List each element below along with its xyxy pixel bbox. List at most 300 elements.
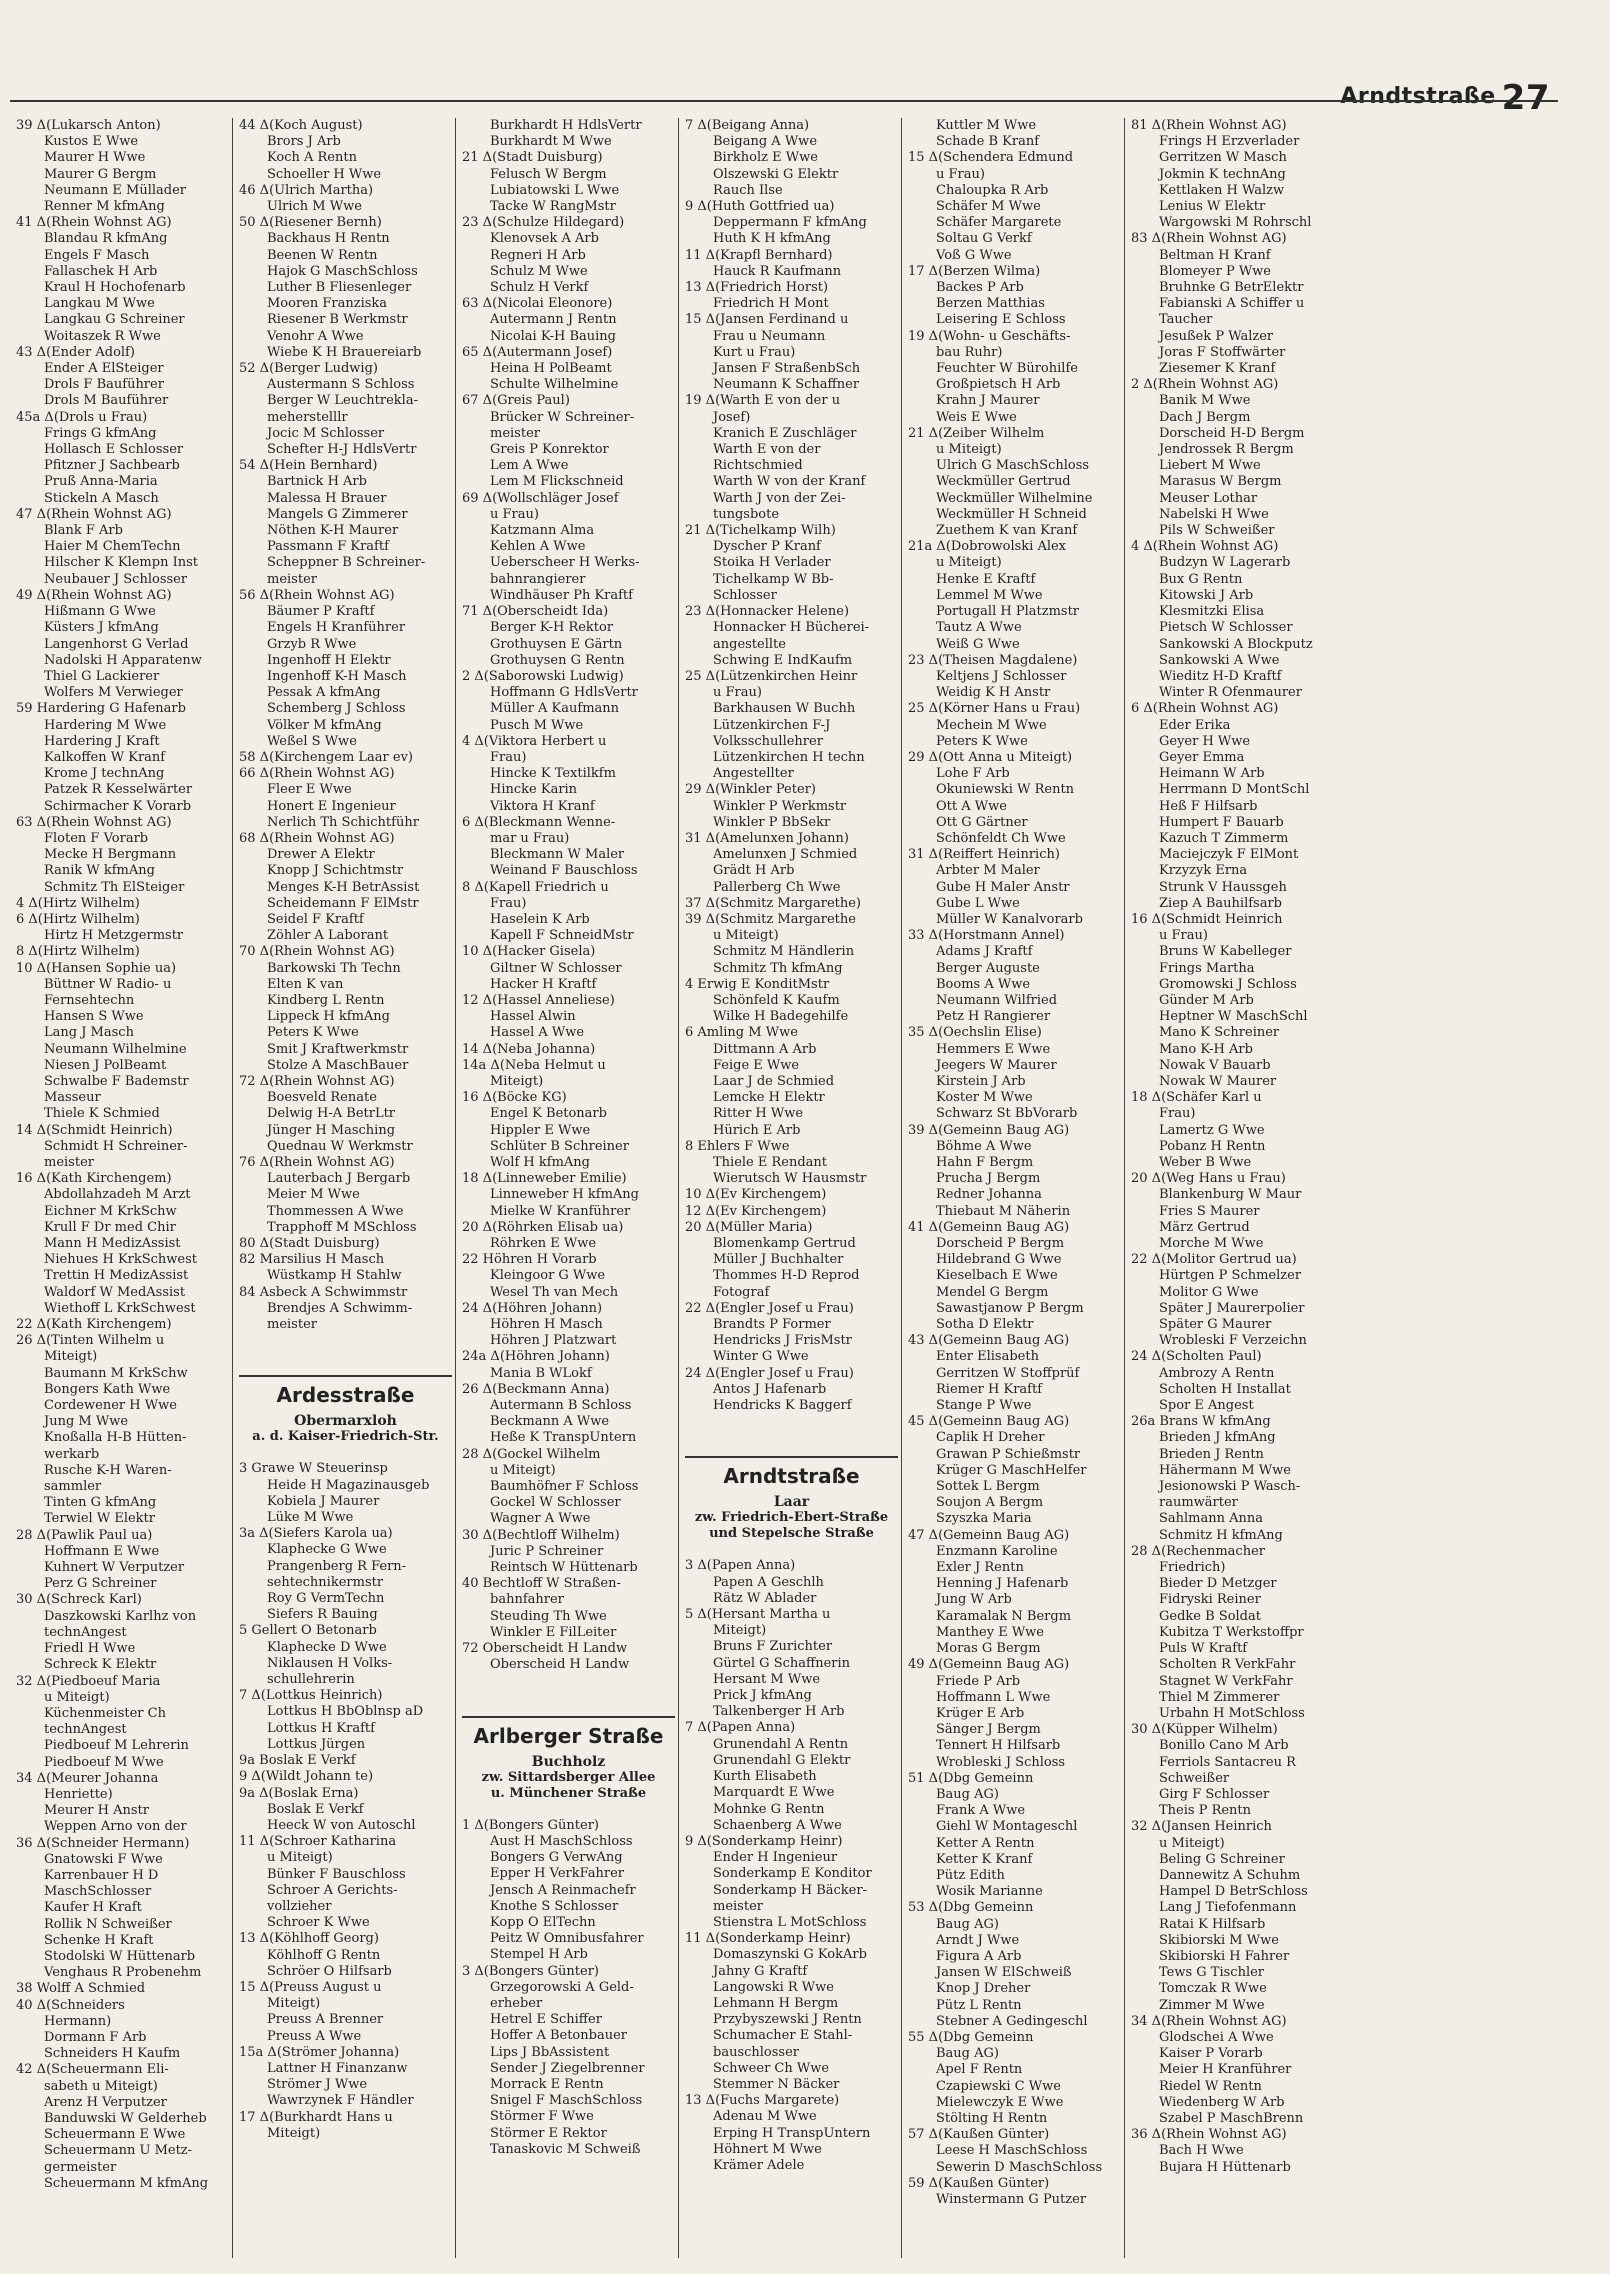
directory-entry: Sewerin D MaschSchloss [936, 2159, 1103, 2175]
directory-entry: Krzyzyk Erna [1159, 863, 1248, 879]
directory-entry: Tinten G kfmAng [44, 1495, 157, 1511]
directory-entry: Thiele K Schmied [44, 1106, 160, 1122]
directory-entry: Schönfeld K Kaufm [713, 992, 840, 1008]
directory-entry: Schroer A Gerichts- [267, 1882, 398, 1898]
directory-entry: Wesel Th van Mech [490, 1284, 619, 1300]
directory-entry: u Frau) [490, 506, 539, 522]
street-heading [239, 1375, 452, 1455]
directory-entry: Grunendahl G Elektr [713, 1752, 851, 1768]
directory-entry: Lauterbach J Bergarb [267, 1171, 411, 1187]
directory-entry: Warth J von der Zei- [713, 490, 846, 506]
directory-entry: Miteigt) [44, 1349, 98, 1365]
directory-entry: Scheppner B Schreiner- [267, 555, 426, 571]
directory-entry: Giltner W Schlosser [490, 960, 622, 976]
directory-entry: Pütz Edith [936, 1867, 1005, 1883]
directory-entry: Apel F Rentn [936, 2062, 1023, 2078]
directory-entry: Schroer K Wwe [267, 1915, 370, 1931]
directory-entry: Weckmüller Gertrud [936, 474, 1071, 490]
running-head-street: Arndtstraße [1340, 84, 1496, 109]
directory-entry: Hassel A Wwe [490, 1025, 585, 1041]
directory-entry: Baug AG) [936, 1786, 999, 1802]
directory-entry: Später J Maurerpolier [1159, 1300, 1305, 1316]
directory-entry: Theis P Rentn [1159, 1803, 1252, 1819]
directory-entry: 9 Δ(Sonderkamp Heinr) [685, 1833, 843, 1849]
directory-entry: 83 Δ(Rhein Wohnst AG) [1131, 231, 1287, 247]
directory-entry: 29 Δ(Ott Anna u Miteigt) [908, 749, 1073, 765]
directory-entry: Henke E Kraftf [936, 571, 1036, 587]
header-rule [10, 100, 1558, 102]
directory-entry [462, 1674, 675, 1690]
directory-entry: Gube L Wwe [936, 895, 1020, 911]
directory-entry: 50 Δ(Riesener Bernh) [239, 215, 382, 231]
directory-entry: Kraul H Hochofenarb [44, 280, 186, 296]
directory-entry: Katzmann Alma [490, 523, 595, 539]
directory-entry: Neumann Wilhelmine [44, 1041, 187, 1057]
directory-entry: Passmann F Kraftf [267, 539, 389, 555]
directory-entry: Bleckmann W Maler [490, 847, 625, 863]
directory-entry: 5 Δ(Hersant Martha u [685, 1607, 831, 1623]
directory-entry: Leisering E Schloss [936, 312, 1066, 328]
directory-entry: Huth K H kfmAng [713, 231, 831, 247]
directory-entry: Gnatowski F Wwe [44, 1851, 163, 1867]
directory-entry: Scholten H Installat [1159, 1381, 1291, 1397]
directory-entry [685, 1414, 898, 1430]
directory-entry: Stemmer N Bäcker [713, 2076, 840, 2092]
directory-entry: Klenovsek A Arb [490, 231, 599, 247]
directory-entry: Sänger J Bergm [936, 1722, 1041, 1738]
directory-entry: Lang J Masch [44, 1025, 134, 1041]
directory-entry: Hähermann M Wwe [1159, 1462, 1291, 1478]
directory-entry: 47 Δ(Gemeinn Baug AG) [908, 1527, 1070, 1543]
directory-entry: 11 Δ(Sonderkamp Heinr) [685, 1931, 851, 1947]
directory-entry: 4 Erwig E KonditMstr [685, 976, 830, 992]
directory-entry: Giehl W Montageschl [936, 1819, 1078, 1835]
directory-entry: raumwärter [1159, 1495, 1238, 1511]
directory-entry: Grädt H Arb [713, 863, 795, 879]
directory-entry: Venghaus R Probenehm [44, 1965, 202, 1981]
directory-entry: Miteigt) [267, 1996, 321, 2012]
directory-entry: Lüke M Wwe [267, 1510, 354, 1526]
directory-entry: Patzek R Kesselwärter [44, 782, 193, 798]
directory-entry: Friedrich) [1159, 1560, 1226, 1576]
directory-entry: Kopp O ElTechn [490, 1914, 596, 1930]
directory-entry: Kehlen A Wwe [490, 539, 586, 555]
directory-entry: Przybyszewski J Rentn [713, 2012, 862, 2028]
directory-entry: 71 Δ(Oberscheidt Ida) [462, 604, 609, 620]
directory-entry: Booms A Wwe [936, 976, 1031, 992]
directory-entry: Heina H PolBeamt [490, 361, 612, 377]
directory-entry: Szabel P MaschBrenn [1159, 2110, 1304, 2126]
directory-entry: Snigel F MaschSchloss [490, 2093, 643, 2109]
directory-entry: Kapell F SchneidMstr [490, 928, 634, 944]
directory-entry: Lottkus Jürgen [267, 1736, 366, 1752]
directory-entry: Brors J Arb [267, 134, 341, 150]
directory-entry: Morrack E Rentn [490, 2076, 604, 2092]
directory-entry: Tomczak R Wwe [1159, 1981, 1267, 1997]
directory-entry: Mecke H Bergmann [44, 847, 177, 863]
directory-column-2 [233, 118, 456, 2258]
directory-entry: 34 Δ(Meurer Johanna [16, 1770, 159, 1786]
directory-entry: Lamertz G Wwe [1159, 1122, 1265, 1138]
directory-entry: Budzyn W Lagerarb [1159, 555, 1291, 571]
directory-entry: Schenke H Kraft [44, 1932, 154, 1948]
directory-entry: Molitor G Wwe [1159, 1284, 1259, 1300]
directory-entry: März Gertrud [1159, 1219, 1250, 1235]
directory-entry: 14 Δ(Neba Johanna) [462, 1041, 596, 1057]
street-name: Arlberger Straße [462, 1716, 675, 1748]
directory-entry: Adenau M Wwe [713, 2109, 817, 2125]
directory-entry: Gube H Maler Anstr [936, 879, 1070, 895]
directory-entry: Adams J Kraftf [936, 944, 1033, 960]
directory-entry: 21 Δ(Zeiber Wilhelm [908, 425, 1045, 441]
directory-entry: Müller W Kanalvorarb [936, 911, 1083, 927]
directory-entry: Lattner H Finanzanw [267, 2060, 408, 2076]
directory-entry: Stoika H Verlader [713, 555, 831, 571]
directory-entry: Lippeck H kfmAng [267, 1009, 390, 1025]
directory-entry: 13 Δ(Köhlhoff Georg) [239, 1931, 379, 1947]
directory-entry: Müller A Kaufmann [490, 701, 620, 717]
directory-entry: Menges K-H BetrAssist [267, 879, 420, 895]
directory-entry: Winter G Wwe [713, 1349, 809, 1365]
directory-entry: Richtschmied [713, 458, 803, 474]
directory-entry: Stickeln A Masch [44, 490, 159, 506]
directory-entry: 15 Δ(Preuss August u [239, 1979, 382, 1995]
directory-entry: Barkowski Th Techn [267, 960, 401, 976]
street-heading [462, 1716, 675, 1812]
directory-entry: Beckmann A Wwe [490, 1414, 610, 1430]
street-range: und Stepelsche Straße [709, 1526, 874, 1542]
directory-entry: Hansen S Wwe [44, 1009, 144, 1025]
directory-entry: Preuss A Wwe [267, 2028, 362, 2044]
directory-entry: Ueberscheer H Werks- [490, 555, 640, 571]
directory-entry: Greis P Konrektor [490, 442, 609, 458]
directory-entry: Karrenbauer H D [44, 1867, 159, 1883]
directory-entry: Ulrich G MaschSchloss [936, 458, 1090, 474]
directory-entry: Miteigt) [713, 1623, 767, 1639]
directory-entry: 10 Δ(Hacker Gisela) [462, 944, 596, 960]
directory-entry: Bonillo Cano M Arb [1159, 1738, 1289, 1754]
directory-entry: sabeth u Miteigt) [44, 2078, 158, 2094]
directory-entry: Schmitz H kfmAng [1159, 1527, 1283, 1543]
directory-entry: 40 Bechtloff W Straßen- [462, 1576, 621, 1592]
directory-entry: Terwiel W Elektr [44, 1511, 155, 1527]
directory-entry: Autermann B Schloss [490, 1398, 632, 1414]
directory-entry: Nowak V Bauarb [1159, 1057, 1271, 1073]
directory-entry: Riemer H Kraftf [936, 1381, 1042, 1397]
directory-entry: Pietsch W Schlosser [1159, 620, 1293, 636]
directory-entry: Berzen Matthias [936, 296, 1045, 312]
directory-entry: Büttner W Radio- u [44, 976, 172, 992]
directory-entry: Trapphoff M MSchloss [267, 1219, 417, 1235]
directory-entry: Geyer Emma [1159, 749, 1245, 765]
directory-entry: Piedboeuf M Lehrerin [44, 1738, 189, 1754]
directory-entry: 40 Δ(Schneiders [16, 1997, 125, 2013]
directory-entry: Soltau G Verkf [936, 231, 1032, 247]
directory-entry: 7 Δ(Beigang Anna) [685, 118, 810, 133]
directory-entry: 32 Δ(Jansen Heinrich [1131, 1819, 1272, 1835]
directory-entry: Stagnet W VerkFahr [1159, 1673, 1293, 1689]
directory-entry: Sawastjanow P Bergm [936, 1300, 1084, 1316]
directory-entry: Enter Elisabeth [936, 1349, 1039, 1365]
directory-entry: Arenz H Verputzer [44, 2094, 167, 2110]
directory-entry: Backhaus H Rentn [267, 231, 390, 247]
directory-entry: Langenhorst G Verlad [44, 636, 189, 652]
directory-entry: Mania B WLokf [490, 1365, 592, 1381]
directory-entry: Hincke K Textilkfm [490, 766, 616, 782]
directory-entry: Nabelski H Wwe [1159, 506, 1269, 522]
directory-entry: Windhäuser Ph Kraftf [490, 587, 633, 603]
directory-entry: Scheidemann F ElMstr [267, 895, 419, 911]
directory-entry: 67 Δ(Greis Paul) [462, 393, 570, 409]
directory-entry: Blank F Arb [44, 523, 123, 539]
directory-entry: Rusche K-H Waren- [44, 1462, 172, 1478]
directory-entry: Weinand F Bauschloss [490, 863, 638, 879]
directory-entry: Enzmann Karoline [936, 1543, 1058, 1559]
directory-entry: Mooren Franziska [267, 296, 388, 312]
directory-entry: Fernsehtechn [44, 992, 135, 1008]
page-number: 27 [1501, 78, 1550, 118]
directory-entry: 45 Δ(Gemeinn Baug AG) [908, 1414, 1070, 1430]
directory-entry: 26 Δ(Beckmann Anna) [462, 1381, 610, 1397]
directory-entry: Hahn F Bergm [936, 1155, 1034, 1170]
directory-entry: Tautz A Wwe [936, 620, 1022, 636]
directory-entry: Herrmann D MontSchl [1159, 782, 1310, 798]
directory-entry: Großpietsch H Arb [936, 377, 1061, 393]
street-range: zw. Friedrich-Ebert-Straße [694, 1510, 889, 1526]
directory-entry: Gromowski J Schloss [1159, 976, 1297, 992]
directory-entry: Frank A Wwe [936, 1803, 1026, 1819]
directory-entry: Müller J Buchhalter [713, 1252, 844, 1268]
directory-entry: mar u Frau) [490, 830, 570, 846]
directory-entry: Maurer H Wwe [44, 150, 146, 166]
directory-entry: 3 Δ(Bongers Günter) [462, 1963, 599, 1979]
directory-entry: Bünker F Bauschloss [267, 1866, 406, 1882]
directory-entry: meherstelllr [267, 409, 348, 425]
directory-entry: 26 Δ(Tinten Wilhelm u [16, 1333, 165, 1349]
directory-entry: Engels F Masch [44, 247, 150, 263]
directory-entry: Nowak W Maurer [1159, 1073, 1277, 1089]
directory-entry: Niehues H KrkSchwest [44, 1252, 198, 1268]
directory-entry: Mielewczyk E Wwe [936, 2094, 1064, 2110]
directory-entry: Warth E von der [713, 442, 821, 458]
directory-entry: Wawrzynek F Händler [267, 2093, 414, 2109]
directory-entry: Schirmacher K Vorarb [44, 798, 192, 814]
directory-entry: Nerlich Th Schichtführ [267, 814, 419, 830]
directory-entry: Glodschei A Wwe [1159, 2029, 1274, 2045]
directory-entry: Ambrozy A Rentn [1159, 1365, 1275, 1381]
directory-entry: Jansen W ElSchweiß [936, 1965, 1072, 1981]
directory-entry: 35 Δ(Oechslin Elise) [908, 1025, 1042, 1041]
directory-entry: Blomeyer P Wwe [1159, 263, 1272, 279]
directory-entry: Stodolski W Hüttenarb [44, 1948, 196, 1964]
directory-entry: Schwing E IndKaufm [713, 652, 853, 668]
directory-entry: 10 Δ(Hansen Sophie ua) [16, 960, 177, 976]
directory-entry: Masseur [44, 1090, 101, 1106]
directory-entry: Thommessen A Wwe [267, 1203, 404, 1219]
directory-entry: Bruns W Kabelleger [1159, 944, 1292, 960]
directory-entry: Lemcke H Elektr [713, 1090, 825, 1106]
directory-entry: Winkler P Werkmstr [713, 798, 847, 814]
directory-entry: Juric P Schreiner [490, 1543, 604, 1559]
directory-entry: 19 Δ(Wohn- u Geschäfts- [908, 328, 1071, 344]
directory-entry: 15a Δ(Strömer Johanna) [239, 2044, 400, 2060]
directory-entry: 41 Δ(Rhein Wohnst AG) [16, 215, 172, 231]
directory-entry: 57 Δ(Kaußen Günter) [908, 2127, 1050, 2143]
directory-entry: Hendricks K Baggerf [713, 1398, 852, 1414]
directory-entry: 10 Δ(Ev Kirchengem) [685, 1187, 827, 1203]
directory-entry: 12 Δ(Hassel Anneliese) [462, 992, 615, 1008]
directory-entry: Brieden J kfmAng [1159, 1430, 1276, 1446]
directory-entry: Olszewski G Elektr [713, 166, 839, 182]
directory-entry: Burkhardt H HdlsVertr [490, 118, 642, 133]
directory-entry: 54 Δ(Hein Bernhard) [239, 458, 378, 474]
directory-entry: Banduwski W Gelderheb [44, 2110, 207, 2126]
directory-entry: Meuser Lothar [1159, 490, 1258, 506]
running-head [1340, 72, 1550, 118]
directory-entry: 8 Δ(Kapell Friedrich u [462, 879, 609, 895]
directory-entry: Nadolski H Apparatenw [44, 652, 202, 668]
directory-entry: Mangels G Zimmerer [267, 506, 408, 522]
directory-entry: u Frau) [713, 685, 762, 701]
directory-entry: Beltman H Kranf [1159, 247, 1271, 263]
directory-entry: Pallerberg Ch Wwe [713, 879, 841, 895]
directory-entry: Knoßalla H-B Hütten- [44, 1430, 187, 1446]
directory-entry: 24a Δ(Höhren Johann) [462, 1349, 610, 1365]
directory-entry: Hoffer A Betonbauer [490, 2028, 627, 2044]
directory-entry: Burkhardt M Wwe [490, 134, 612, 150]
directory-entry: Kazuch T Zimmerm [1159, 830, 1289, 846]
directory-entry: Nöthen K-H Maurer [267, 523, 399, 539]
directory-entry: 23 Δ(Schulze Hildegard) [462, 215, 625, 231]
directory-entry: Jendrossek R Bergm [1159, 442, 1294, 458]
directory-entry: Pils W Schweißer [1159, 523, 1275, 539]
directory-entry: Epper H VerkFahrer [490, 1866, 625, 1882]
directory-entry: Feuchter W Bürohilfe [936, 361, 1078, 377]
street-range: zw. Sittardsberger Allee [481, 1769, 656, 1785]
directory-entry: Petz H Rangierer [936, 1009, 1051, 1025]
directory-entry: Ritter H Wwe [713, 1106, 804, 1122]
directory-entry: Hermann) [44, 2013, 112, 2029]
directory-entry: Blankenburg W Maur [1159, 1187, 1302, 1203]
directory-entry: 39 Δ(Gemeinn Baug AG) [908, 1122, 1070, 1138]
directory-entry: Neumann Wilfried [936, 992, 1058, 1008]
directory-entry: Amelunxen J Schmied [713, 847, 858, 863]
directory-entry: Ferriols Santacreu R [1159, 1754, 1296, 1770]
directory-entry: Krahn J Maurer [936, 393, 1040, 409]
directory-entry: Soujon A Bergm [936, 1495, 1044, 1511]
directory-entry: Peters K Wwe [936, 733, 1028, 749]
directory-entry: 36 Δ(Schneider Hermann) [16, 1835, 190, 1851]
directory-entry: Bieder D Metzger [1159, 1576, 1277, 1592]
directory-entry: Portugall H Platzmstr [936, 604, 1080, 620]
directory-entry: Sankowski A Blockputz [1159, 636, 1313, 652]
directory-entry: 51 Δ(Dbg Gemeinn [908, 1770, 1034, 1786]
directory-entry: Urbahn H MotSchloss [1159, 1705, 1305, 1721]
directory-entry: Frings Martha [1159, 960, 1255, 976]
directory-entry: 29 Δ(Winkler Peter) [685, 782, 816, 798]
directory-entry: 14a Δ(Neba Helmut u [462, 1057, 606, 1073]
directory-entry: Drewer A Elektr [267, 847, 375, 863]
directory-entry: Schweißer [1159, 1770, 1230, 1786]
directory-entry: Lottkus H Kraftf [267, 1720, 375, 1736]
directory-entry: Bruhnke G BetrElektr [1159, 280, 1304, 296]
directory-entry: 31 Δ(Reiffert Heinrich) [908, 847, 1060, 863]
directory-entry: Rauch Ilse [713, 182, 783, 198]
directory-entry: Höhren J Platzwart [490, 1333, 617, 1349]
directory-entry: Kubitza T Werkstoffpr [1159, 1624, 1304, 1640]
directory-entry: Störmer E Rektor [490, 2125, 607, 2141]
directory-entry: 7 Δ(Papen Anna) [685, 1720, 796, 1736]
directory-entry: Rollik N Schweißer [44, 1916, 172, 1932]
directory-entry: Koster M Wwe [936, 1090, 1033, 1106]
street-district: Obermarxloh [294, 1413, 397, 1430]
directory-entry: 63 Δ(Rhein Wohnst AG) [16, 814, 172, 830]
directory-entry: Hendricks J FrisMstr [713, 1333, 852, 1349]
directory-entry: u Miteigt) [1159, 1835, 1225, 1851]
directory-entry: Küchenmeister Ch [44, 1705, 166, 1721]
directory-entry: Beling G Schreiner [1159, 1851, 1285, 1867]
directory-entry: Frings H Erzverlader [1159, 134, 1300, 150]
directory-entry: 16 Δ(Schmidt Heinrich [1131, 911, 1283, 927]
directory-entry: Höhren H Masch [490, 1317, 603, 1333]
directory-entry: 55 Δ(Dbg Gemeinn [908, 2029, 1034, 2045]
directory-entry: Eichner M KrkSchw [44, 1203, 177, 1219]
directory-entry: Wolf H kfmAng [490, 1155, 590, 1170]
directory-columns [10, 118, 1560, 2268]
directory-entry: Baumann M KrkSchw [44, 1365, 188, 1381]
directory-entry: Domaszynski G KokArb [713, 1947, 867, 1963]
directory-entry: Jung M Wwe [44, 1414, 129, 1430]
directory-entry: Hollasch E Schlosser [44, 442, 184, 458]
directory-entry: Thiel M Zimmerer [1159, 1689, 1280, 1705]
directory-entry: 9 Δ(Wildt Johann te) [239, 1769, 374, 1785]
directory-entry: Talkenberger H Arb [713, 1704, 845, 1720]
directory-entry: Wilke H Badegehilfe [713, 1009, 849, 1025]
directory-entry: Lem M Flickschneid [490, 474, 624, 490]
directory-entry: Schaenberg A Wwe [713, 1817, 842, 1833]
directory-entry: 70 Δ(Rhein Wohnst AG) [239, 944, 395, 960]
directory-entry: 6 Amling M Wwe [685, 1025, 798, 1041]
street-heading [685, 1456, 898, 1552]
directory-entry: Kuttler M Wwe [936, 118, 1037, 133]
directory-entry: Preuss A Brenner [267, 2012, 384, 2028]
directory-entry: Wieditz H-D Kraftf [1159, 668, 1282, 684]
directory-entry: Brieden J Rentn [1159, 1446, 1264, 1462]
directory-entry: Riesener B Werkmstr [267, 312, 408, 328]
directory-entry: Krome J technAng [44, 766, 165, 782]
directory-entry: meister [267, 1317, 317, 1333]
directory-entry: Schmitz Th ElSteiger [44, 879, 185, 895]
directory-entry: Miteigt) [490, 1073, 544, 1089]
directory-entry: Heße K TranspUntern [490, 1430, 637, 1446]
directory-entry: Thiebaut M Näherin [936, 1203, 1071, 1219]
directory-entry: Girg F Schlosser [1159, 1786, 1270, 1802]
directory-entry: 4 Δ(Hirtz Wilhelm) [16, 895, 140, 911]
directory-entry: Eder Erika [1159, 717, 1231, 733]
directory-entry: Drols F Bauführer [44, 377, 164, 393]
directory-entry: 76 Δ(Rhein Wohnst AG) [239, 1155, 395, 1170]
directory-entry: Gerritzen W Stoffprüf [936, 1365, 1080, 1381]
directory-entry: Kurt u Frau) [713, 344, 796, 360]
directory-entry: Siefers R Bauing [267, 1607, 378, 1623]
directory-entry: Bongers G VerwAng [490, 1850, 623, 1866]
directory-entry: 44 Δ(Koch August) [239, 118, 363, 133]
directory-entry: Beigang A Wwe [713, 134, 818, 150]
directory-entry: 43 Δ(Ender Adolf) [16, 344, 135, 360]
directory-entry: Schoeller H Wwe [267, 166, 382, 182]
directory-entry: Voß G Wwe [936, 247, 1012, 263]
directory-entry: 53 Δ(Dbg Gemeinn [908, 1900, 1034, 1916]
